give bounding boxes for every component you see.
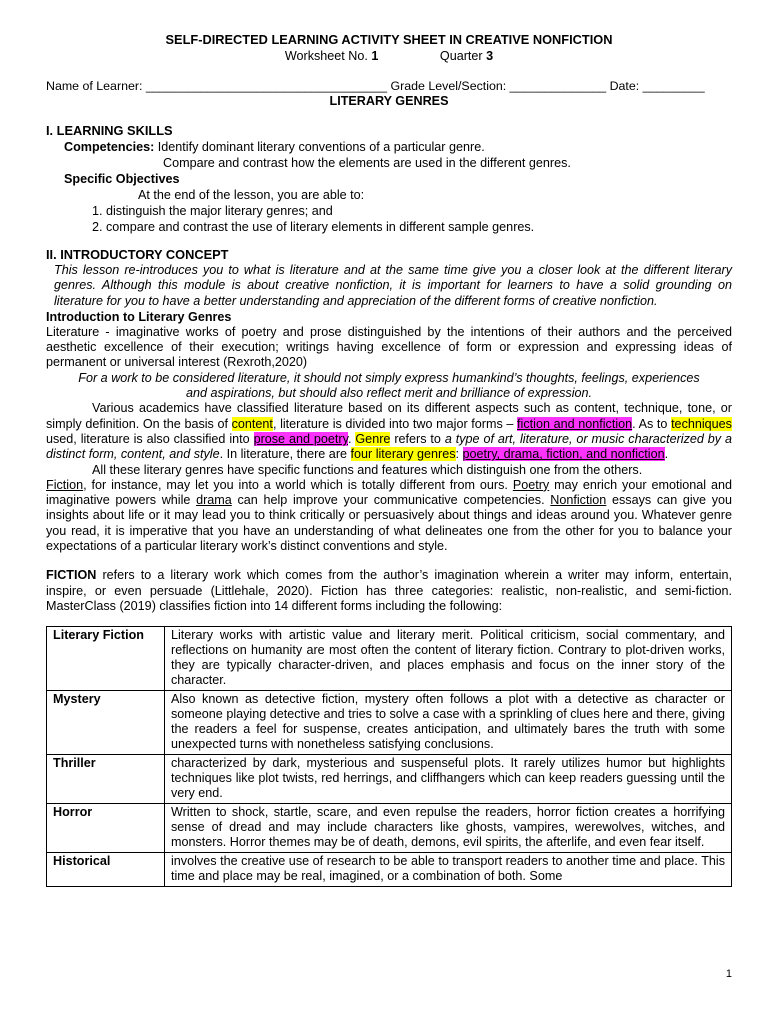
table-row [47,804,732,853]
table-description: Written to shock, startle, scare, and even repulse the readers, horror fiction creates a horrifying sense of dread and may include characters like ghosts, vampires, werewolves, witches, and monsters. Horror themes may be of death, demons, evil spirits, the afterlife, and even fear itself. [165,804,732,853]
worksheet-info [46,48,732,64]
table-term: Thriller [47,755,165,804]
table-term: Horror [47,804,165,853]
fiction-forms-table [46,626,732,887]
table-term: Mystery [47,691,165,755]
competency-1: Identify dominant literary conventions of a particular genre. [157,140,485,154]
objectives-label: Specific Objectives [64,172,180,186]
topic-title: LITERARY GENRES [329,94,449,108]
fiction-paragraph: FICTION refers to a literary work which comes from the author’s imagination wherein a writer may inform, entertain, inspire, or even persuade (Littlehale, 2020). Fiction has three categories: realistic, non-realistic, and semi-fiction. MasterClass (2019) classifies fiction into 14 different forms including the following: [46,568,732,613]
table-term: Historical [47,853,165,887]
highlight-genre: Genre [355,431,391,446]
worksheet-number: 1 [371,49,379,63]
term-poetry: Poetry [512,477,550,492]
genre-definition: a type of art, literature, or music characterized by a distinct form, content, and style [46,431,732,462]
sheet-title: SELF-DIRECTED LEARNING ACTIVITY SHEET IN CREATIVE NONFICTION [165,32,613,47]
table-description: Also known as detective fiction, mystery often follows a plot with a detective as character or someone playing detective and tries to solve a case with a sprinkling of clues here and there, giving the readers a feel for suspense, creates anticipation, and ultimately bares the truth with some unexpected turns with nonetheless satisfying conclusions. [165,691,732,755]
highlight-techniques: techniques [671,416,732,431]
highlight-four-genres: four literary genres [350,447,456,462]
introductory-concept-section [46,247,732,614]
competency-2: Compare and contrast how the elements are used in the different genres. [163,156,571,170]
intro-paragraph: This lesson re-introduces you to what is literature and at the same time give you a closer look at the different literary genres. Although this module is about creative nonfiction, it is important for learners to have a solid grounding on literature for you to have a better understanding and appreciation of the different forms of creative nonfiction. [54,263,732,308]
objectives-intro: At the end of the lesson, you are able to: [138,188,365,202]
term-fiction: Fiction [46,477,84,492]
table-row [47,853,732,887]
fiction-label: FICTION [46,568,97,583]
page-number: 1 [725,968,732,980]
classification-paragraph: Various academics have classified literature based on its different aspects such as content, technique, tone, or simply definition. On the basis of content, literature is divided into two major forms – fiction and nonfiction. As to techniques used, literature is also classified into prose and poetry. Genre refers to a type of art, literature, or music characterized by a distinct form, content, and style. In literature, there are four literary genres: poetry, drama, fiction, and nonfiction. [46,401,732,462]
highlight-prose-poetry: prose and poetry [253,431,348,446]
genres-functions-paragraph: All these literary genres have specific functions and features which distinguish one from the others. Fiction, for instance, may let you into a world which is totally different from ours. Poetry may enrich your emotional and imaginative powers while drama can help improve your communicative competencies. Nonfiction essays can give you insights about life or it may lead you to think critically or persuasively about things and ideas around you. Whatever genre you read, it is imperative that you have an understanding of what delineates one from the other for you to balance your expectations of a particular literary work’s distinct conventions and style. [46,462,732,554]
objective-2: 2. compare and contrast the use of literary elements in different sample genres. [92,220,535,234]
highlight-genre-list: poetry, drama, fiction, and nonfiction [462,447,665,462]
term-drama: drama [196,493,232,508]
table-row [47,691,732,755]
table-description: characterized by dark, mysterious and suspenseful plots. It rarely utilizes humor but highlights techniques like plot twists, red herrings, and cliffhangers which can keep readers guessing until the very end. [165,755,732,804]
literary-genres-subheading: Introduction to Literary Genres [46,309,232,324]
table-row [47,627,732,691]
learner-info-line: Name of Learner: ___________________________________ Grade Level/Section: ______________ Date: _________ [46,79,705,93]
objective-1: 1. distinguish the major literary genres; and [92,204,333,218]
literature-quote: For a work to be considered literature, it should not simply express humankind’s thoughts, feelings, experiences and aspirations, but should also reflect merit and brilliance of expression. [78,370,700,401]
table-row [47,755,732,804]
competency-line-1 [46,139,732,155]
introductory-concept-heading: II. INTRODUCTORY CONCEPT [46,247,229,262]
learning-skills-heading: I. LEARNING SKILLS [46,123,173,138]
learning-skills-section [46,123,732,235]
highlight-content: content [231,416,273,431]
term-nonfiction: Nonfiction [550,493,607,508]
table-description: involves the creative use of research to be able to transport readers to another time and place. This time and place may be real, imagined, or a combination of both. Some [165,853,732,887]
worksheet-page [46,32,732,887]
table-term: Literary Fiction [47,627,165,691]
worksheet-label: Worksheet No. [284,49,368,63]
competencies-label: Competencies: [64,140,155,154]
quarter-number: 3 [486,49,494,63]
highlight-fiction-nonfiction: fiction and nonfiction [517,416,633,431]
quarter-label: Quarter [439,49,483,63]
table-description: Literary works with artistic value and literary merit. Political criticism, social commentary, and reflections on humanity are most often the content of literary fiction. Contrary to plot-driven works, they are typically character-driven, and places emphasis and focus on the inner story of the character. [165,627,732,691]
literature-definition: Literature - imaginative works of poetry and prose distinguished by the intentions of their authors and the perceived aesthetic excellence of their execution; writings having excellence of form or expression and expressing ideas of permanent or universal interest (Rexroth,2020) [46,324,732,370]
